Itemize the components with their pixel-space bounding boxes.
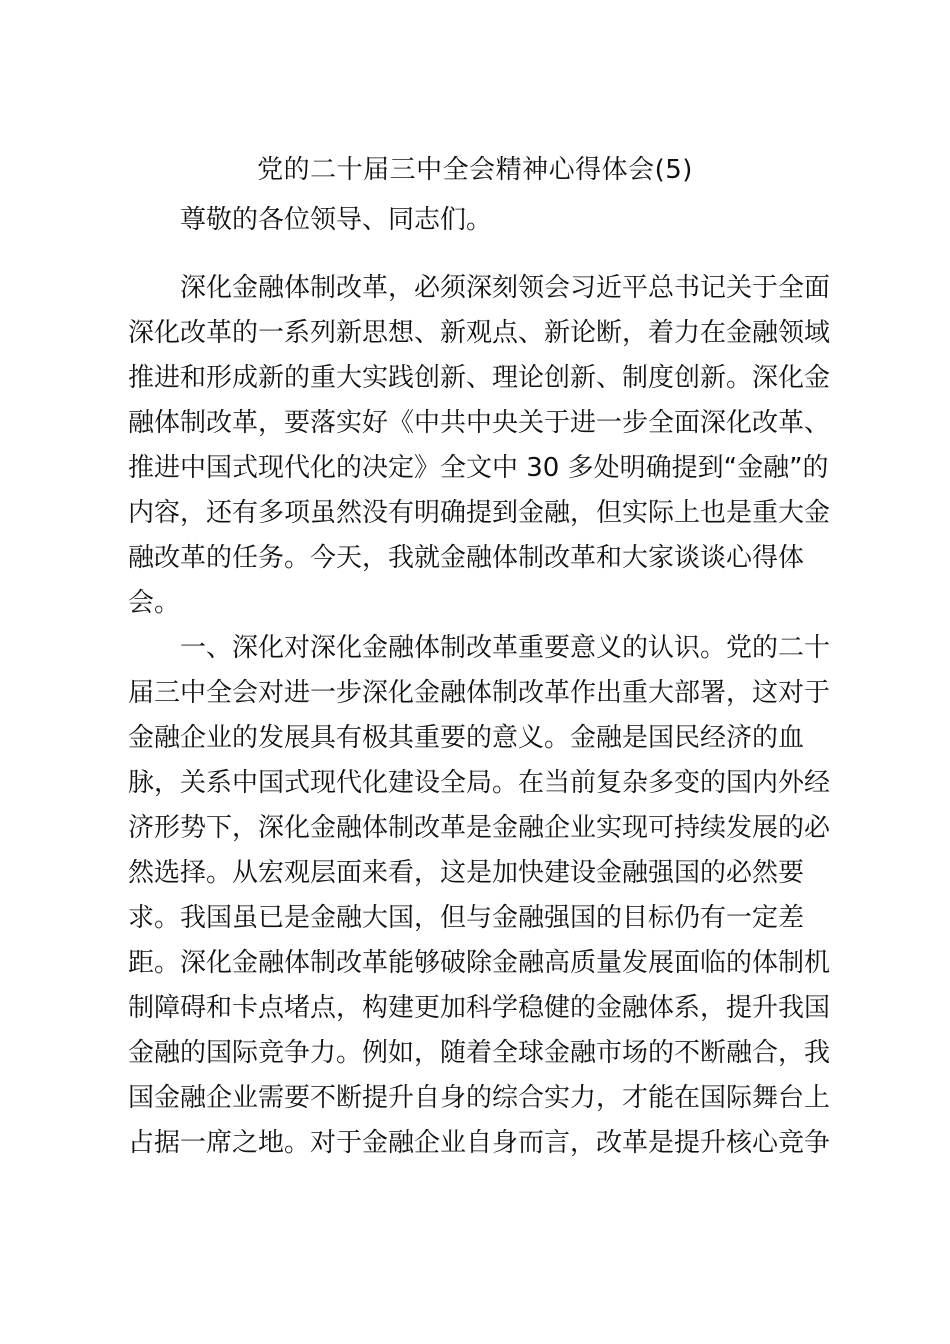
paragraph-line: 然选择。从宏观层面来看，这是加快建设金融强国的必然要 (128, 858, 805, 888)
paragraph-line: 距。深化金融体制改革能够破除金融高质量发展面临的体制机 (128, 948, 831, 978)
paragraph-line: 脉，关系中国式现代化建设全局。在当前复杂多变的国内外经 (128, 768, 831, 798)
document-title: 党的二十届三中全会精神心得体会(5) (257, 155, 693, 185)
paragraph-line: 金融企业的发展具有极其重要的意义。金融是国民经济的血 (128, 723, 805, 753)
paragraph-line: 求。我国虽已是金融大国，但与金融强国的目标仍有一定差 (128, 903, 805, 933)
paragraph-line: 济形势下，深化金融体制改革是金融企业实现可持续发展的必 (128, 813, 831, 843)
salutation: 尊敬的各位领导、同志们。 (180, 205, 493, 235)
paragraph-line: 推进中国式现代化的决定》全文中 30 多处明确提到“金融”的 (128, 453, 829, 483)
paragraph-line: 内容，还有多项虽然没有明确提到金融，但实际上也是重大金 (128, 498, 831, 528)
paragraph-section-one (128, 626, 831, 1166)
paragraph-line: 制障碍和卡点堵点，构建更加科学稳健的金融体系，提升我国 (128, 993, 831, 1023)
paragraph-line: 国金融企业需要不断提升自身的综合实力，才能在国际舞台上 (128, 1083, 831, 1113)
paragraph-intro (128, 266, 831, 626)
paragraph-line: 占据一席之地。对于金融企业自身而言，改革是提升核心竞争 (128, 1128, 831, 1158)
paragraph-line: 深化改革的一系列新思想、新观点、新论断，着力在金融领域 (128, 318, 831, 348)
paragraph-line: 会。 (128, 588, 181, 618)
paragraph-line: 一、深化对深化金融体制改革重要意义的认识。党的二十 (180, 633, 831, 663)
paragraph-line: 金融的国际竞争力。例如，随着全球金融市场的不断融合，我 (128, 1038, 831, 1068)
paragraph-line: 推进和形成新的重大实践创新、理论创新、制度创新。深化金 (128, 363, 831, 393)
paragraph-line: 届三中全会对进一步深化金融体制改革作出重大部署，这对于 (128, 678, 831, 708)
paragraph-line: 融体制改革，要落实好《中共中央关于进一步全面深化改革、 (128, 408, 831, 438)
paragraph-line: 深化金融体制改革，必须深刻领会习近平总书记关于全面 (180, 273, 831, 303)
paragraph-line: 融改革的任务。今天，我就金融体制改革和大家谈谈心得体 (128, 543, 805, 573)
